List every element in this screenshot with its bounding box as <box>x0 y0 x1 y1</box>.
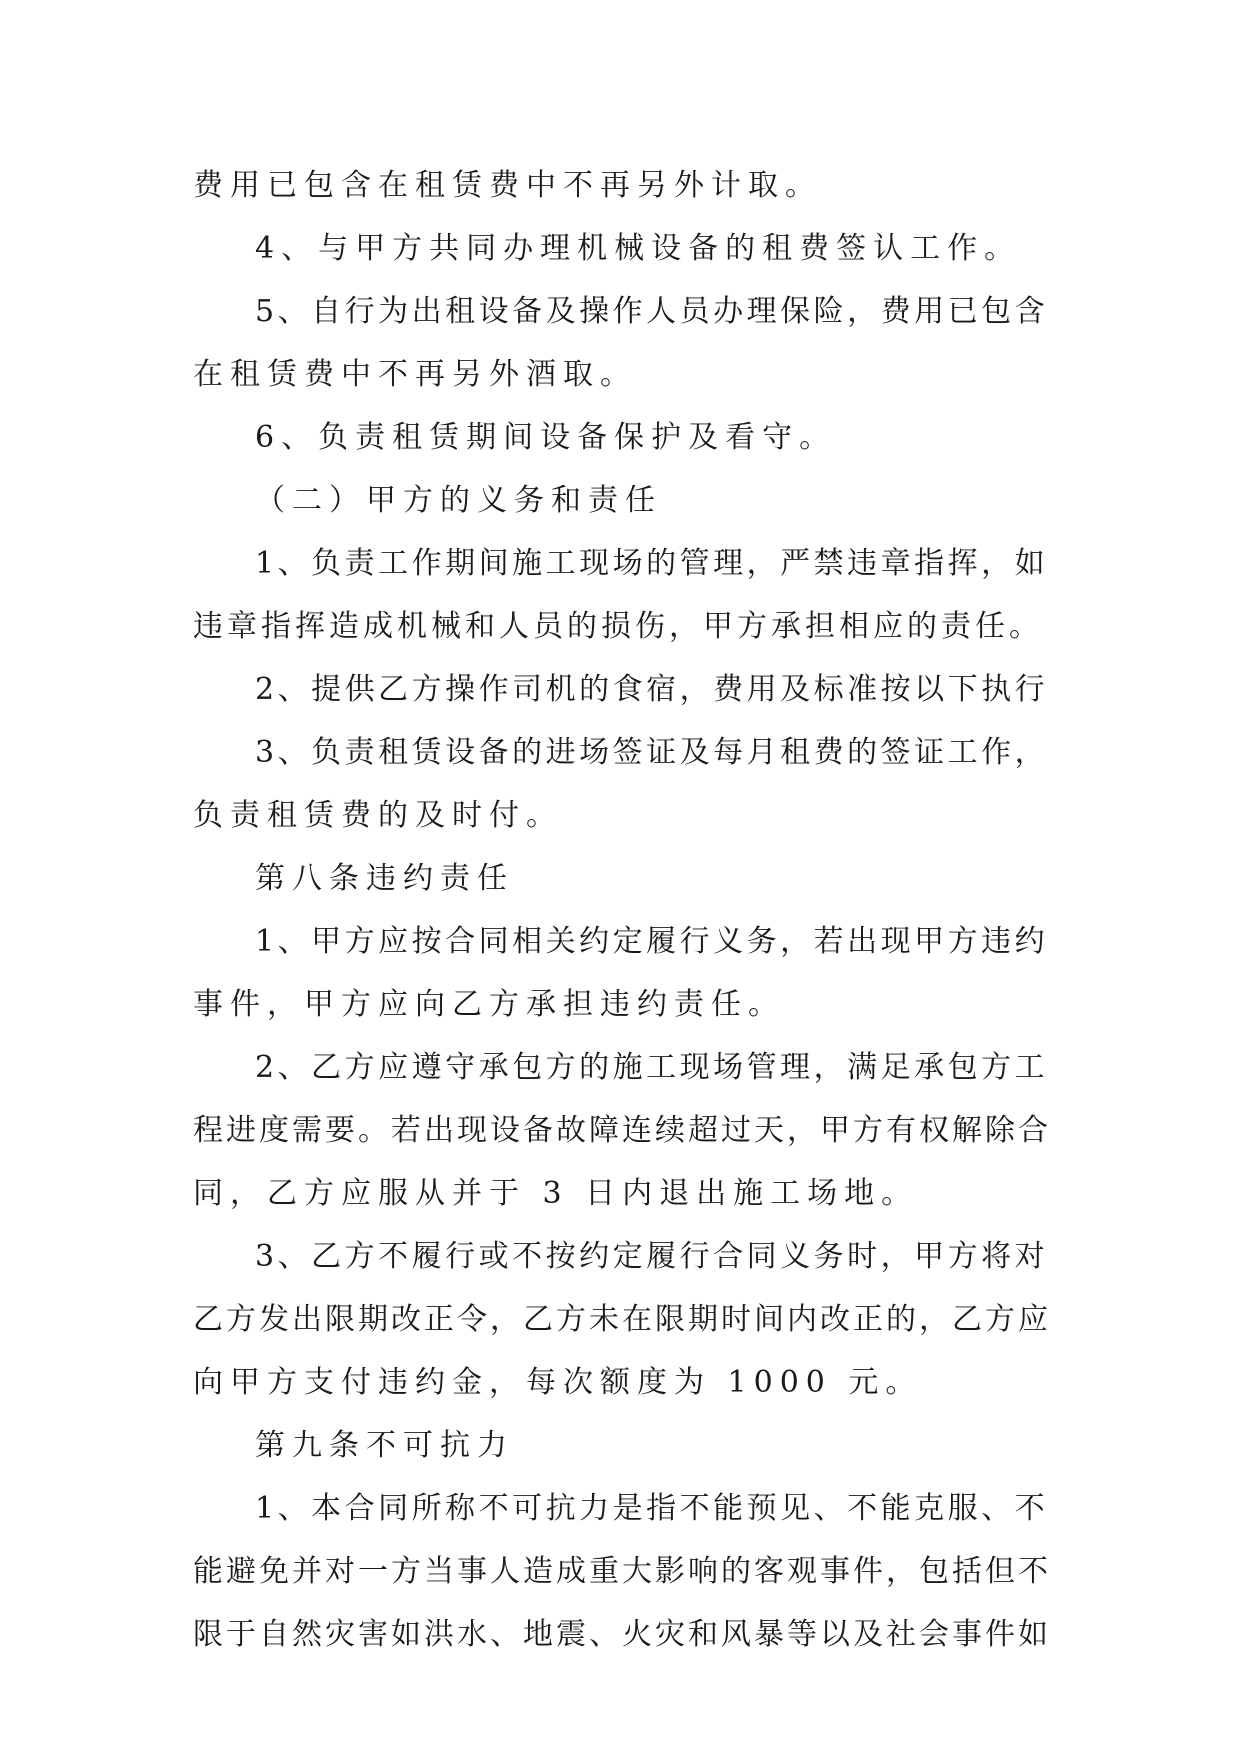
document-body <box>193 154 1051 1666</box>
paragraph-line: 2、提供乙方操作司机的食宿，费用及标准按以下执行 <box>255 672 1049 707</box>
paragraph-line: 同，乙方应服从并于 3 日内退出施工场地。 <box>193 1176 919 1211</box>
paragraph-line: 费用已包含在租赁费中不再另外计取。 <box>193 168 822 203</box>
paragraph-line: 事件，甲方应向乙方承担违约责任。 <box>193 987 785 1022</box>
paragraph-line: 违章指挥造成机械和人员的损伤，甲方承担相应的责任。 <box>193 609 1043 644</box>
paragraph-line: 5、自行为出租设备及操作人员办理保险，费用已包含 <box>255 294 1049 329</box>
paragraph-line: 限于自然灾害如洪水、地震、火灾和风暴等以及社会事件如 <box>193 1617 1051 1652</box>
paragraph-line: 3、乙方不履行或不按约定履行合同义务时，甲方将对 <box>255 1239 1049 1274</box>
paragraph-line: 1、本合同所称不可抗力是指不能预见、不能克服、不 <box>255 1491 1049 1526</box>
paragraph-line: 2、乙方应遵守承包方的施工现场管理，满足承包方工 <box>255 1050 1049 1085</box>
paragraph-line: 1、负责工作期间施工现场的管理，严禁违章指挥，如 <box>255 546 1049 581</box>
paragraph-line: 在租赁费中不再另外酒取。 <box>193 357 637 392</box>
section-heading: （二）甲方的义务和责任 <box>255 483 662 518</box>
paragraph-line: 向甲方支付违约金，每次额度为 1000 元。 <box>193 1365 923 1400</box>
paragraph-line: 乙方发出限期改正令，乙方未在限期时间内改正的，乙方应 <box>193 1302 1051 1337</box>
paragraph-line: 能避免并对一方当事人造成重大影响的客观事件，包括但不 <box>193 1554 1051 1589</box>
paragraph-line: 3、负责租赁设备的进场签证及每月租费的签证工作， <box>255 735 1049 770</box>
paragraph-line: 负责租赁费的及时付。 <box>193 798 563 833</box>
paragraph-line: 6、负责租赁期间设备保护及看守。 <box>255 420 837 455</box>
article-heading: 第九条不可抗力 <box>255 1428 514 1463</box>
paragraph-line: 1、甲方应按合同相关约定履行义务，若出现甲方违约 <box>255 924 1049 959</box>
paragraph-line: 4、与甲方共同办理机械设备的租费签认工作。 <box>255 231 1022 266</box>
paragraph-line: 程进度需要。若出现设备故障连续超过天，甲方有权解除合 <box>193 1113 1051 1148</box>
article-heading: 第八条违约责任 <box>255 861 514 896</box>
